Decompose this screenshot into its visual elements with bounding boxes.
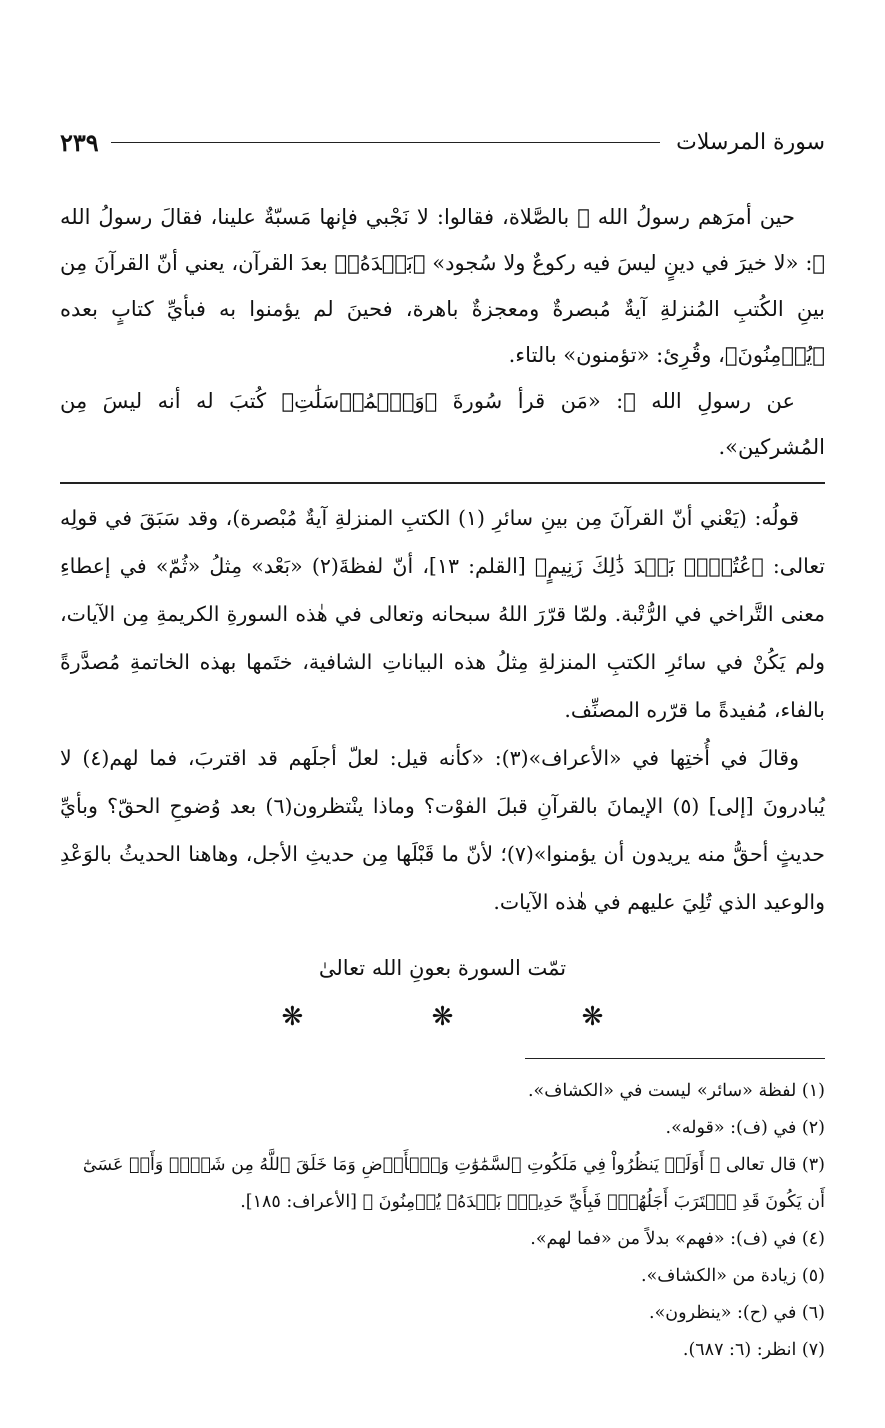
commentary-text	[60, 494, 825, 926]
commentary-paragraph-1: قولُه: (يَعْني أنّ القرآنَ مِن بينِ سائرِ (١) الكتبِ المنزلةِ آيةٌ مُبْصرة)، وقد سَبَقَ في قولِه تعالى: ﴿عُتُلِّۭ بَعۡدَ ذَٰلِكَ زَنِيمٍ﴾ [القلم: ١٣]، أنّ لفظةَ(٢) «بَعْد» مِثلُ «ثُمّ» في إعطاءِ معنى التَّراخي في الرُّتْبة. ولمّا قرّرَ اللهُ سبحانه وتعالى في هٰذه السورةِ الكريمةِ مِن الآيات، ولم يَكُنْ في سائرِ الكتبِ المنزلةِ مِثلُ هذه البياناتِ الشافية، ختَمها بهذه الخاتمةِ مُصدَّرةً بالفاء، مُفيدةً ما قرّره المصنِّف.	[60, 506, 825, 722]
section-divider	[60, 482, 825, 484]
footnote-5: (٥) زيادة من «الكشاف».	[641, 1266, 825, 1286]
page	[60, 120, 825, 1369]
footnotes	[60, 1073, 825, 1369]
main-text	[60, 194, 825, 470]
surah-title: سورة المرسلات	[676, 129, 825, 155]
page-number: ٢٣٩	[60, 127, 99, 157]
stars-ornament: ❋ ❋ ❋	[281, 1002, 664, 1032]
main-paragraph-2: عن رسولِ الله ﷺ: «مَن قرأ سُورةَ ﴿وَٱلۡمُرۡسَلَٰتِ﴾ كُتبَ له أنه ليسَ مِن المُشركين».	[60, 389, 825, 459]
footnote-4: (٤) في (ف): «فهم» بدلاً من «فما لهم».	[530, 1229, 825, 1249]
footnote-rule	[525, 1058, 825, 1059]
footnote-1: (١) لفظة «سائر» ليست في «الكشاف».	[527, 1081, 825, 1101]
footnote-6: (٦) في (ح): «ينظرون».	[649, 1303, 825, 1323]
surah-ending: تمّت السورة بعونِ الله تعالىٰ	[318, 956, 567, 980]
header-rule	[111, 142, 660, 143]
footnote-2: (٢) في (ف): «قوله».	[665, 1118, 825, 1138]
footnote-7: (٧) انظر: (٦: ٦٨٧).	[682, 1340, 825, 1360]
commentary-paragraph-2: وقالَ في أُختِها في «الأعراف»(٣): «كأنه قيل: لعلّ أجلَهم قد اقتربَ، فما لهم(٤) لا يُبادرونَ [إلى] (٥) الإيمانَ بالقرآنِ قبلَ الفوْت؟ وماذا ينْتظرون(٦) بعد وُضوحِ الحقّ؟ وبأيِّ حديثٍ أحقُّ منه يريدون أن يؤمنوا»(٧)؛ لأنّ ما قَبْلَها مِن حديثِ الأجل، وهاهنا الحديثُ بالوَعْدِ والوعيد الذي تُلِيَ عليهم في هٰذه الآيات.	[60, 746, 825, 914]
page-header	[60, 120, 825, 164]
main-paragraph-1: حين أمرَهم رسولُ الله ﷺ بالصَّلاة، فقالوا: لا نَجْبي فإنها مَسبّةٌ علينا، فقالَ رسولُ الله ﷺ: «لا خيرَ في دينٍ ليسَ فيه ركوعٌ ولا سُجود» ﴿بَعۡدَهُۥ﴾ بعدَ القرآن، يعني أنّ القرآنَ مِن بينِ الكُتبِ المُنزلةِ آيةٌ مُبصرةٌ ومعجزةٌ باهرة، فحينَ لم يؤمنوا به فبأيِّ كتابٍ بعده ﴿يُؤۡمِنُونَ﴾، وقُرِئ: «تؤمنون» بالتاء.	[60, 205, 825, 367]
footnote-3: (٣) قال تعالى ﴿ أَوَلَمۡ يَنظُرُواْ فِي مَلَكُوتِ ٱلسَّمَٰوَٰتِ وَٱلۡأَرۡضِ وَمَا خَلَقَ ٱللَّهُ مِن شَيۡءٖ وَأَنۡ عَسَىٰٓ أَن يَكُونَ قَدِ ٱقۡتَرَبَ أَجَلُهُمۡۖ فَبِأَيِّ حَدِيثِۭ بَعۡدَهُۥ يُؤۡمِنُونَ ﴾ [الأعراف: ١٨٥].	[82, 1155, 825, 1212]
